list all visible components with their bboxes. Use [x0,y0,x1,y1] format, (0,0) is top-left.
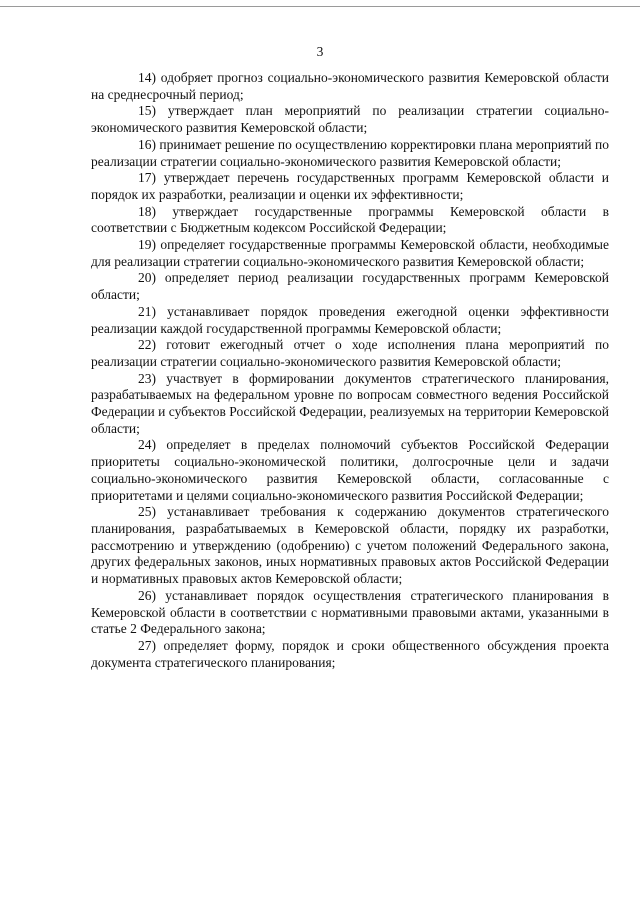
list-item-24: 24) определяет в пределах полномочий субъектов Российской Федерации приоритеты социально-экономической политики, долгосрочные цели и задачи социально-экономического развития Кемеровской области, согласованные с приоритетами и целями социально-экономического развития Российской Федерации; [91,437,609,503]
list-item-21: 21) устанавливает порядок проведения ежегодной оценки эффективности реализации каждой государственной программы Кемеровской области; [91,303,609,336]
list-item-27: 27) определяет форму, порядок и сроки общественного обсуждения проекта документа стратегического планирования; [91,637,609,670]
page-number: 3 [316,44,324,59]
list-item-23: 23) участвует в формировании документов стратегического планирования, разрабатываемых на федеральном уровне по вопросам совместного ведения Российской Федерации и субъектов Российской Федерации, реализуемых на территории Кемеровской области; [91,370,609,436]
list-item-15: 15) утверждает план мероприятий по реализации стратегии социально-экономического развития Кемеровской области; [91,103,609,136]
scan-top-edge-line [0,6,640,7]
list-item-19: 19) определяет государственные программы Кемеровской области, необходимые для реализации стратегии социально-экономического развития Кемеровской области; [91,237,609,269]
list-item-14: 14) одобряет прогноз социально-экономического развития Кемеровской области на среднесрочный период; [91,70,609,102]
list-item-22: 22) готовит ежегодный отчет о ходе исполнения плана мероприятий по реализации стратегии социально-экономического развития Кемеровской области; [91,337,609,369]
list-item-25: 25) устанавливает требования к содержанию документов стратегического планирования, разрабатываемых в Кемеровской области, порядку их разработки, рассмотрению и утверждению (одобрению) с учетом положений Федерального закона, других федеральных законов, иных нормативных правовых актов Российской Федерации и нормативных правовых актов Кемеровской области; [91,504,609,587]
document-body [91,70,609,671]
list-item-17: 17) утверждает перечень государственных программ Кемеровской области и порядок их разработки, реализации и оценки их эффективности; [91,170,609,202]
list-item-18: 18) утверждает государственные программы Кемеровской области в соответствии с Бюджетным кодексом Российской Федерации; [91,203,609,236]
list-item-16: 16) принимает решение по осуществлению корректировки плана мероприятий по реализации стратегии социально-экономического развития Кемеровской области; [91,136,609,169]
list-item-26: 26) устанавливает порядок осуществления стратегического планирования в Кемеровской области в соответствии с нормативными правовыми актами, указанными в статье 2 Федерального закона; [91,587,609,637]
list-item-20: 20) определяет период реализации государственных программ Кемеровской области; [91,270,609,303]
